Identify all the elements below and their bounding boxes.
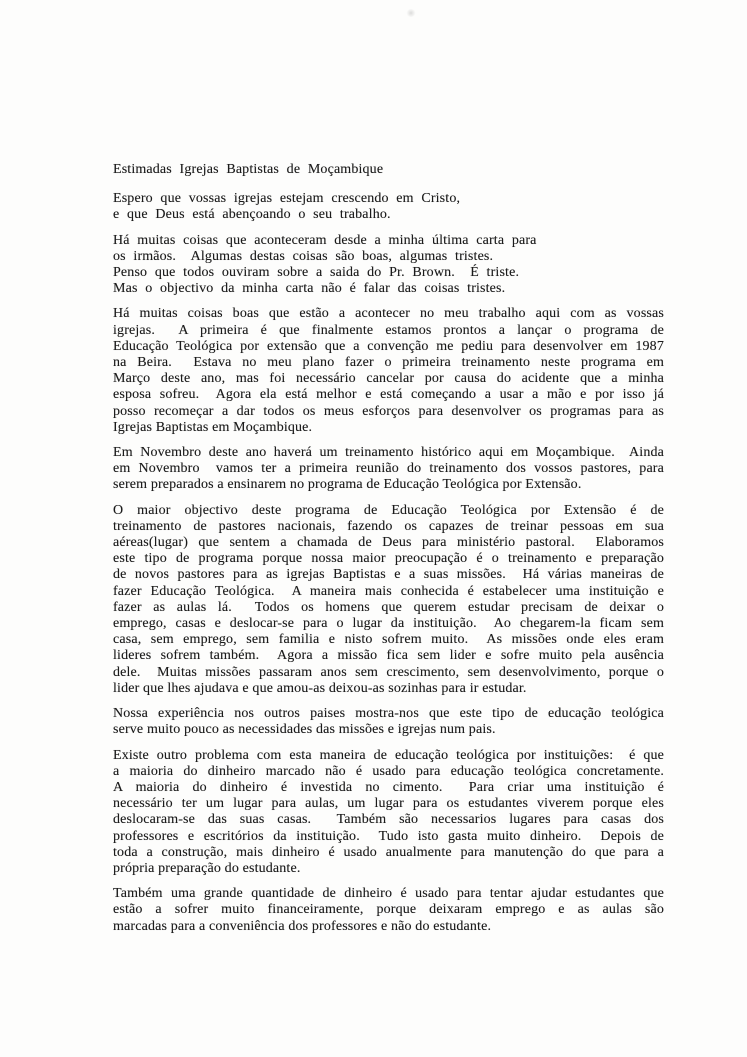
letter-line: fazer Educação Teológica. A maneira mais conhecida é estabelecer uma instituição e bbox=[113, 583, 664, 599]
letter-line: esposa sofreu. Agora ela está melhor e está começando a usar a mão e por isso já bbox=[113, 387, 664, 403]
letter-line: Nossa experiência nos outros paises mostra-nos que este tipo de educação teológica bbox=[113, 706, 664, 722]
letter-line: A maioria do dinheiro é investida no cimento. Para criar uma instituição é bbox=[113, 779, 664, 795]
letter-line: Igrejas Baptistas em Moçambique. bbox=[113, 419, 313, 435]
letter-line: marcadas para a conveniência dos professores e não do estudante. bbox=[113, 918, 492, 934]
letter-line: toda a construção, mais dinheiro é usado anualmente para manutenção do que para a bbox=[113, 844, 664, 860]
letter-line: treinamento de pastores nacionais, fazendo os capazes de treinar pessoas em sua bbox=[113, 518, 664, 534]
paragraphs-container bbox=[113, 191, 664, 935]
letter-line: estão a sofrer muito financeiramente, porque deixaram emprego e as aulas são bbox=[113, 902, 664, 918]
letter-line: posso recomeçar a dar todos os meus esforços para desenvolver os programas para as bbox=[113, 403, 664, 419]
letter-line: este tipo de programa porque nossa maior preocupação é o treinamento e preparação bbox=[113, 551, 664, 567]
letter-line: Espero que vossas igrejas estejam crescendo em Cristo, bbox=[113, 191, 461, 207]
letter-line: de novos pastores para as igrejas Baptistas e a suas missões. Há várias maneiras de bbox=[113, 567, 664, 583]
letter-line: Também uma grande quantidade de dinheiro é usado para tentar ajudar estudantes que bbox=[113, 886, 664, 902]
letter-line: a maioria do dinheiro marcado não é usado para educação teológica concretamente. bbox=[113, 763, 664, 779]
letter-line: dele. Muitas missões passaram anos sem crescimento, sem desenvolvimento, porque o bbox=[113, 664, 664, 680]
letter-line: própria preparação do estudante. bbox=[113, 860, 301, 876]
letter-line: O maior objectivo deste programa de Educação Teológica por Extensão é de bbox=[113, 502, 664, 518]
letter-line: Educação Teológica por extensão que a convenção me pediu para desenvolver em 1987 bbox=[113, 338, 664, 354]
letter-line: emprego, casas e deslocar-se para o lugar da instituição. Ao chegarem-la ficam sem bbox=[113, 616, 664, 632]
paragraph bbox=[113, 191, 664, 223]
letter-line: Há muitas coisas que aconteceram desde a minha última carta para bbox=[113, 232, 537, 248]
letter-body bbox=[113, 162, 664, 944]
letter-line: deslocaram-se das suas casas. Também são necessarios lugares para casas dos bbox=[113, 812, 664, 828]
letter-line: serve muito pouco as necessidades das missões e igrejas num pais. bbox=[113, 722, 496, 738]
letter-line: Março deste ano, mas foi necessário cancelar por causa do acidente que a minha bbox=[113, 371, 664, 387]
scan-artifact bbox=[406, 9, 416, 17]
letter-line: igrejas. A primeira é que finalmente estamos prontos a lançar o programa de bbox=[113, 322, 664, 338]
salutation: Estimadas Igrejas Baptistas de Moçambique bbox=[113, 162, 384, 177]
letter-line: serem preparados a ensinarem no programa de Educação Teológica por Extensão. bbox=[113, 477, 582, 493]
letter-line: lideres sofrem também. Agora a missão fica sem lider e sofre muito pela ausência bbox=[113, 648, 664, 664]
paragraph bbox=[113, 445, 664, 494]
letter-line: Existe outro problema com esta maneira de educação teológica por instituições: é que bbox=[113, 747, 664, 763]
letter-line: Mas o objectivo da minha carta não é falar das coisas tristes. bbox=[113, 281, 506, 297]
letter-line: necessário ter um lugar para aulas, um lugar para os estudantes viverem porque eles bbox=[113, 796, 664, 812]
letter-line: os irmãos. Algumas destas coisas são boas, algumas tristes. bbox=[113, 248, 494, 264]
letter-line: na Beira. Estava no meu plano fazer o primeira treinamento neste programa em bbox=[113, 355, 664, 371]
letter-line: lider que lhes ajudava e que amou-as deixou-as sozinhas para ir estudar. bbox=[113, 680, 527, 696]
paragraph bbox=[113, 306, 664, 436]
letter-line: Penso que todos ouviram sobre a saida do Pr. Brown. É triste. bbox=[113, 265, 520, 281]
paragraph bbox=[113, 748, 664, 878]
paragraph bbox=[113, 503, 664, 697]
letter-line: e que Deus está abençoando o seu trabalho. bbox=[113, 207, 391, 223]
letter-line: casa, sem emprego, sem familia e nisto sofrem muito. As missões onde eles eram bbox=[113, 632, 664, 648]
letter-line: fazer as aulas lá. Todos os homens que querem estudar precisam de deixar o bbox=[113, 599, 664, 615]
paragraph bbox=[113, 233, 664, 298]
letter-line: Em Novembro deste ano haverá um treinamento histórico aqui em Moçambique. Ainda bbox=[113, 445, 664, 461]
paragraph bbox=[113, 706, 664, 738]
letter-line: aéreas(lugar) que sentem a chamada de Deus para ministério pastoral. Elaboramos bbox=[113, 535, 664, 551]
letter-line: professores e escritórios da instituição. Tudo isto gasta muito dinheiro. Depois de bbox=[113, 828, 664, 844]
letter-line: em Novembro vamos ter a primeira reunião do treinamento dos vossos pastores, para bbox=[113, 461, 664, 477]
letter-line: Há muitas coisas boas que estão a acontecer no meu trabalho aqui com as vossas bbox=[113, 306, 664, 322]
paragraph bbox=[113, 886, 664, 935]
